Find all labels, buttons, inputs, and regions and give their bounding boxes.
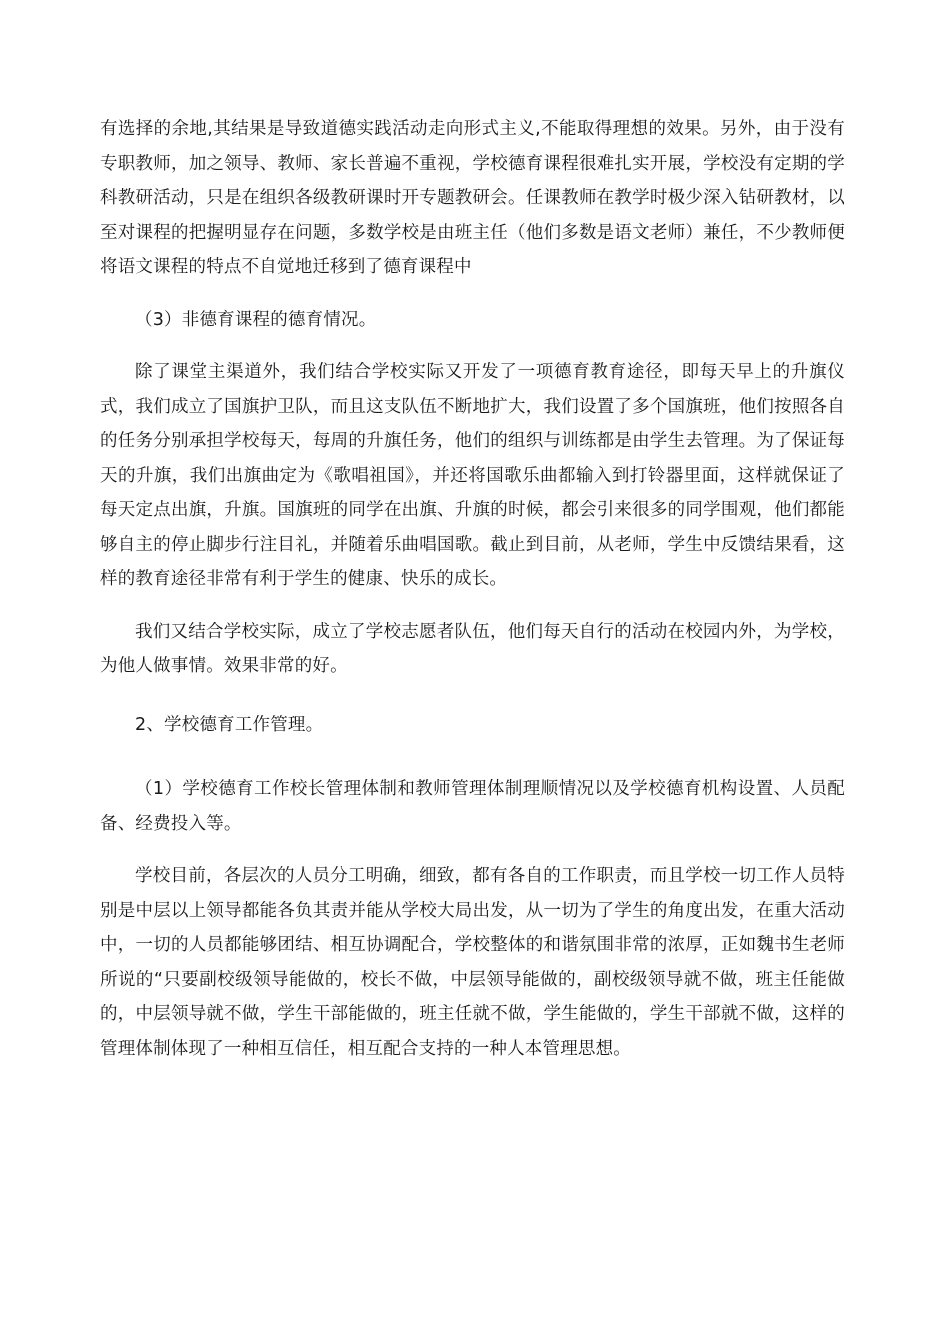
paragraph-continued: 有选择的余地,其结果是导致道德实践活动走向形式主义,不能取得理想的效果。另外，由于没有专职教师，加之领导、教师、家长普遍不重视，学校德育课程很难扎实开展，学校没有定期的学科教研活动，只是在组织各级教研课时开专题教研会。任课教师在教学时极少深入钻研教材，以至对课程的把握明显存在问题，多数学校是由班主任（他们多数是语文老师）兼任，不少教师便将语文课程的特点不自觉地迁移到了德育课程中 — [100, 119, 845, 277]
paragraph-volunteers: 我们又结合学校实际，成立了学校志愿者队伍，他们每天自行的活动在校园内外，为学校，为他人做事情。效果非常的好。 — [100, 621, 845, 676]
document-page — [100, 112, 845, 1066]
section-heading-moral-management: 2、学校德育工作管理。 — [135, 714, 324, 735]
paragraph-management-structure: 学校目前，各层次的人员分工明确，细致，都有各自的工作职责，而且学校一切工作人员特别是中层以上领导都能各负其责并能从学校大局出发，从一切为了学生的角度出发，在重大活动中，一切的人员都能够团结、相互协调配合，学校整体的和谐氛围非常的浓厚，正如魏书生老师所说的“只要副校级领导能做的，校长不做，中层领导能做的，副校级领导就不做，班主任能做的，中层领导就不做，学生干部能做的，班主任就不做，学生能做的，学生干部就不做，这样的管理体制体现了一种相互信任，相互配合支持的一种人本管理思想。 — [100, 866, 845, 1059]
paragraph-flag-ceremony: 除了课堂主渠道外，我们结合学校实际又开发了一项德育教育途径，即每天早上的升旗仪式，我们成立了国旗护卫队，而且这支队伍不断地扩大，我们设置了多个国旗班，他们按照各自的任务分别承担学校每天，每周的升旗任务，他们的组织与训练都是由学生去管理。为了保证每天的升旗，我们出旗曲定为《歌唱祖国》，并还将国歌乐曲都输入到打铃器里面，这样就保证了每天定点出旗，升旗。国旗班的同学在出旗、升旗的时候，都会引来很多的同学围观，他们都能够自主的停止脚步行注目礼，并随着乐曲唱国歌。截止到目前，从老师，学生中反馈结果看，这样的教育途径非常有利于学生的健康、快乐的成长。 — [100, 362, 845, 589]
subsection-heading-management-system: （1）学校德育工作校长管理体制和教师管理体制理顺情况以及学校德育机构设置、人员配备、经费投入等。 — [100, 779, 845, 834]
section-heading-non-moral-courses: （3）非德育课程的德育情况。 — [135, 309, 377, 330]
